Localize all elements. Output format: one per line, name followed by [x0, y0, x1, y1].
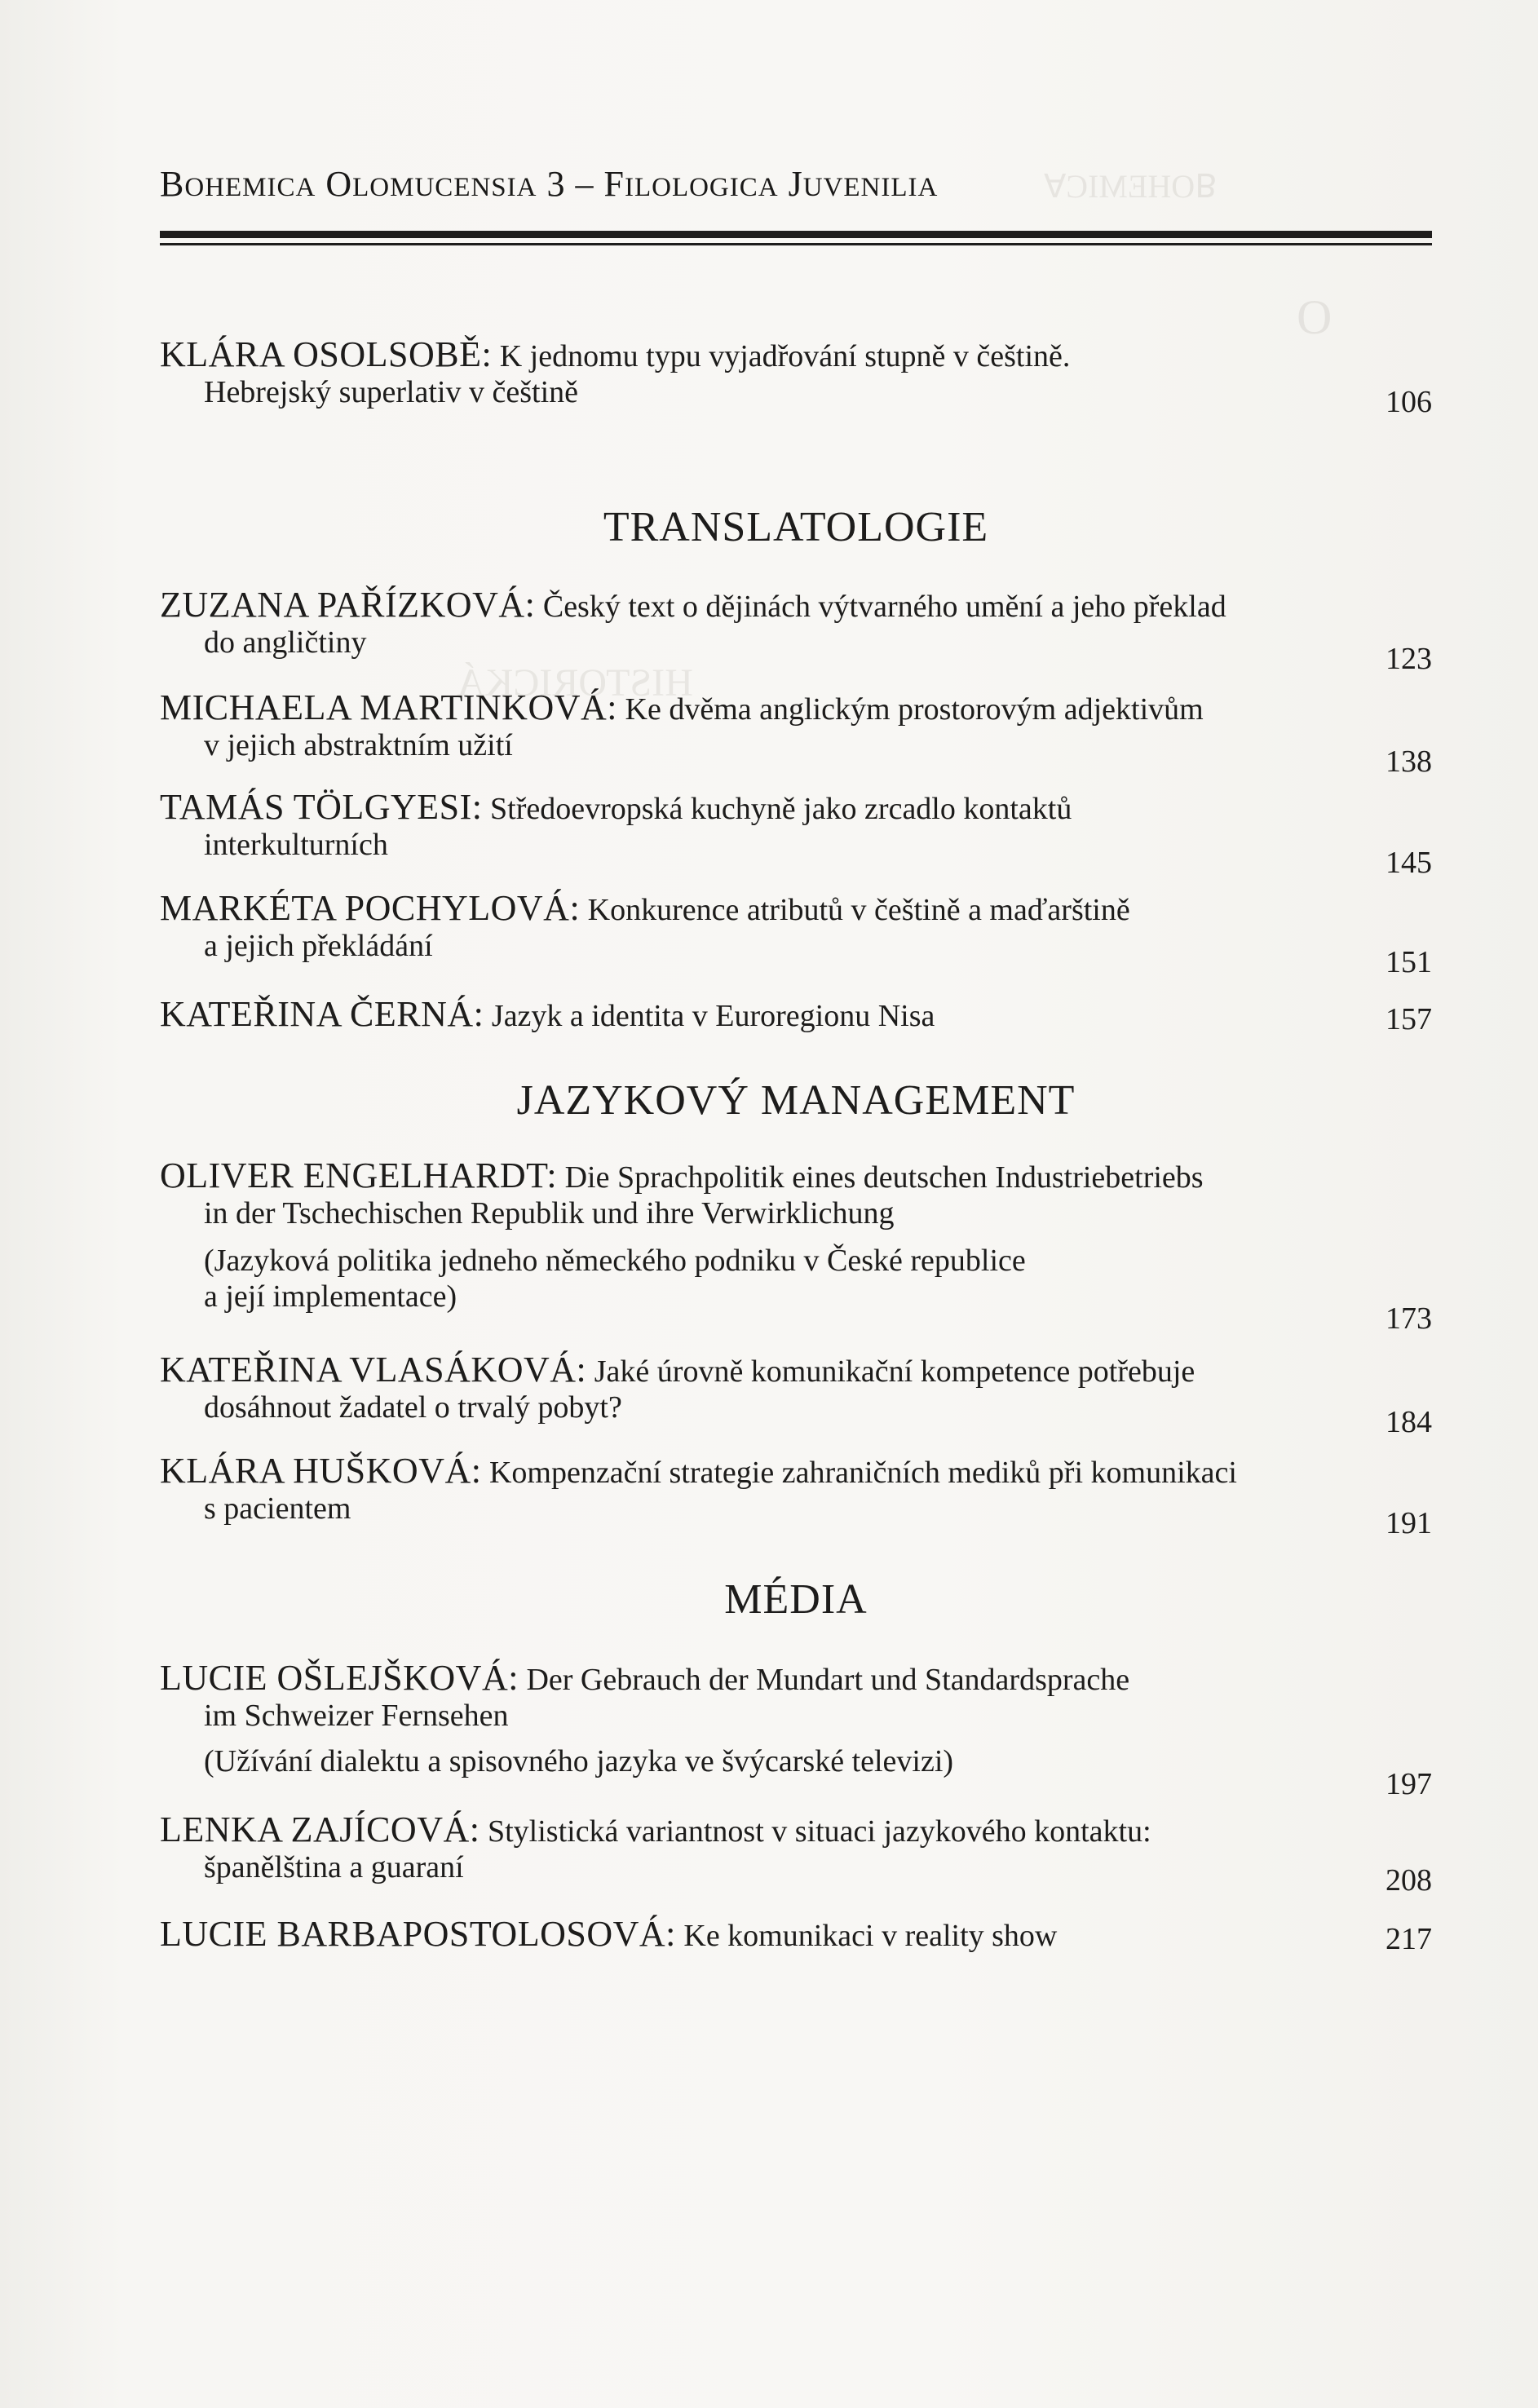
toc-entry: [160, 1155, 1432, 1337]
toc-entry: [160, 888, 1432, 979]
toc-entry: [160, 1916, 1432, 1965]
entry-title-cont: v jejich abstraktním užití: [204, 728, 513, 762]
entry-title-cont: do angličtiny: [204, 625, 367, 660]
entry-page-number: 157: [1386, 1002, 1432, 1036]
entry-title-translation: (Jazyková politika jedneho německého podniku v České republice: [204, 1244, 1026, 1278]
entry-title-cont: Hebrejský superlativ v češtině: [204, 375, 579, 409]
entry-page-number: 184: [1386, 1405, 1432, 1439]
entry-author: OLIVER ENGELHARDT:: [160, 1155, 558, 1195]
entry-title-translation: (Užívání dialektu a spisovného jazyka ve švýcarské televizi): [204, 1744, 954, 1778]
entry-title: Jaké úrovně komunikační kompetence potřebuje: [586, 1354, 1195, 1389]
entry-author: LENKA ZAJÍCOVÁ:: [160, 1809, 480, 1849]
entry-title-translation-cont: a její implementace): [204, 1279, 457, 1314]
entry-title: Die Sprachpolitik eines deutschen Industriebetriebs: [557, 1160, 1204, 1195]
entry-page-number: 151: [1386, 945, 1432, 979]
entry-title: K jednomu typu vyjadřování stupně v češtině.: [492, 339, 1071, 373]
toc-entry: [160, 585, 1432, 676]
toc-entry: [160, 687, 1432, 779]
entry-page-number: 145: [1386, 846, 1432, 880]
header-b: B: [160, 164, 185, 204]
entry-author: TAMÁS TÖLGYESI:: [160, 787, 483, 827]
section-heading-jazykovy-management: JAZYKOVÝ MANAGEMENT: [516, 1077, 1076, 1124]
entry-author: KATEŘINA VLASÁKOVÁ:: [160, 1350, 587, 1390]
entry-title-cont: im Schweizer Fernsehen: [204, 1699, 509, 1733]
entry-title-cont: interkulturních: [204, 828, 388, 862]
toc-entry: [160, 1451, 1432, 1540]
entry-author: MARKÉTA POCHYLOVÁ:: [160, 888, 581, 928]
entry-title-cont: dosáhnout žadatel o trvalý pobyt?: [204, 1390, 622, 1425]
entry-title: Středoevropská kuchyně jako zrcadlo kontaktů: [482, 792, 1072, 826]
toc-entry: [160, 787, 1432, 880]
entry-title: Der Gebrauch der Mundart und Standardsprache: [518, 1663, 1130, 1697]
entry-title: Jazyk a identita v Euroregionu Nisa: [484, 999, 935, 1033]
show-through-decoration: HISTORICKÁ: [457, 661, 693, 705]
entry-author: LUCIE OŠLEJŠKOVÁ:: [160, 1658, 519, 1698]
toc-entry: [160, 1809, 1432, 1898]
header-j: J: [778, 164, 803, 204]
entry-page-number: 106: [1386, 385, 1432, 419]
entry-title: Ke komunikaci v reality show: [675, 1919, 1058, 1953]
header-3f: 3 – F: [537, 164, 625, 204]
section-heading-translatologie: TRANSLATOLOGIE: [603, 504, 989, 550]
entry-title: Český text o dějinách výtvarného umění a jeho překlad: [535, 590, 1226, 624]
toc-entry: [160, 334, 1432, 419]
header-uvenilia: UVENILIA: [802, 173, 939, 202]
running-header: [160, 163, 938, 205]
entry-title-cont: in der Tschechischen Republik und ihre Verwirklichung: [204, 1196, 895, 1231]
header-ilologica: ILOLOGICA: [624, 173, 779, 202]
entry-page-number: 217: [1386, 1922, 1432, 1956]
header-ohemica: OHEMICA: [184, 173, 316, 202]
entry-title-cont: španělština a guaraní: [204, 1850, 464, 1884]
section-heading-media: MÉDIA: [724, 1576, 868, 1623]
entry-title: Kompenzační strategie zahraničních mediků při komunikaci: [481, 1456, 1237, 1490]
entry-page-number: 123: [1386, 642, 1432, 676]
entry-page-number: 191: [1386, 1506, 1432, 1540]
entry-title: Konkurence atributů v češtině a maďarštině: [580, 893, 1130, 927]
entry-author: ZUZANA PAŘÍZKOVÁ:: [160, 585, 536, 625]
entry-author: LUCIE BARBAPOSTOLOSOVÁ:: [160, 1914, 676, 1954]
header-rule-thin: [160, 243, 1432, 245]
entry-page-number: 138: [1386, 744, 1432, 779]
entry-author: KLÁRA HUŠKOVÁ:: [160, 1451, 482, 1491]
header-o: O: [316, 164, 353, 204]
header-lomucensia: LOMUCENSIA: [352, 173, 537, 202]
entry-title: Ke dvěma anglickým prostorovým adjektivům: [617, 692, 1204, 727]
entry-author: MICHAELA MARTINKOVÁ:: [160, 687, 618, 727]
entry-author: KLÁRA OSOLSOBĚ:: [160, 334, 493, 374]
entry-page-number: 173: [1386, 1301, 1432, 1336]
entry-author: KATEŘINA ČERNÁ:: [160, 994, 484, 1034]
entry-page-number: 197: [1386, 1767, 1432, 1801]
entry-title-cont: s pacientem: [204, 1491, 351, 1526]
header-rule-thick: [160, 231, 1432, 238]
show-through-decoration: ꓭOHEMICꓯ: [1044, 168, 1218, 205]
toc-entry: [160, 996, 1432, 1045]
toc-entry: [160, 1660, 1432, 1799]
toc-entry: [160, 1350, 1432, 1439]
show-through-decoration: O: [1297, 290, 1332, 344]
entry-title: Stylistická variantnost v situaci jazykového kontaktu:: [480, 1814, 1151, 1849]
entry-page-number: 208: [1386, 1863, 1432, 1898]
entry-title-cont: a jejich překládání: [204, 929, 433, 963]
